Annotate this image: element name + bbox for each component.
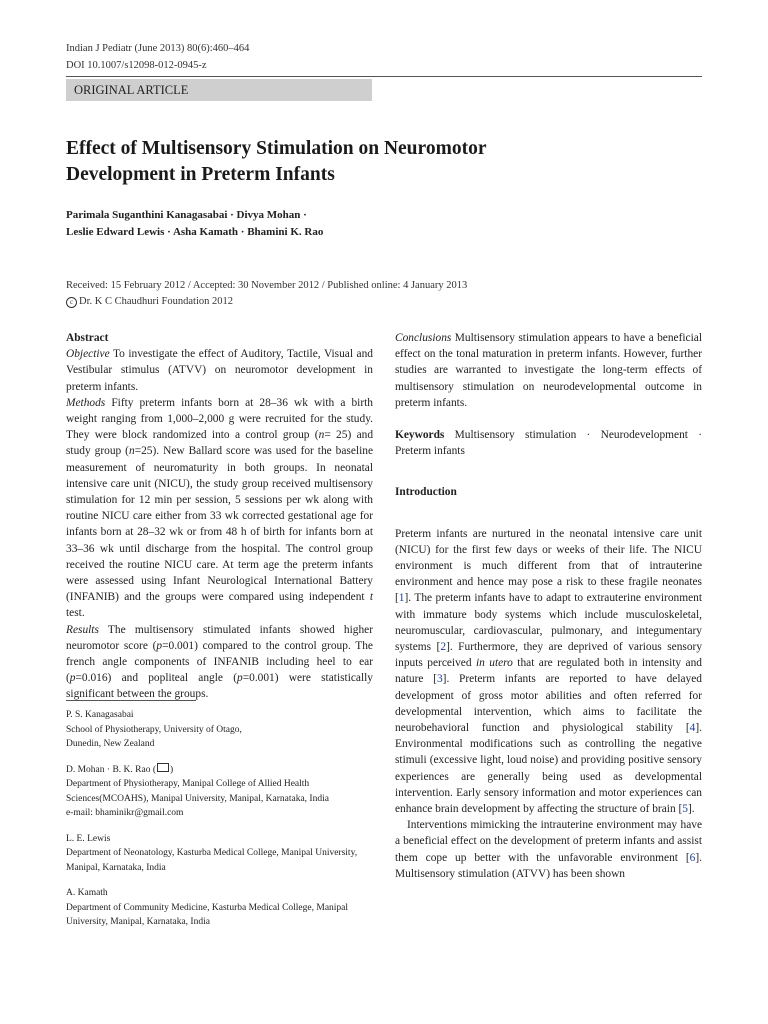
methods-label: Methods bbox=[66, 396, 106, 409]
abstract-results bbox=[66, 622, 373, 703]
objective-text: To investigate the effect of Auditory, Tactile, Visual and Vestibular stimulus (ATVV) on neuromotor development in preterm infants. bbox=[66, 348, 373, 393]
citation-link[interactable]: 6 bbox=[689, 851, 696, 864]
methods-var: t bbox=[369, 591, 373, 604]
citation-link[interactable]: 4 bbox=[689, 722, 696, 735]
intro-paragraph-2 bbox=[395, 817, 702, 882]
abstract-heading: Abstract bbox=[66, 332, 109, 344]
affiliation-name: P. S. Kanagasabai bbox=[66, 710, 134, 720]
affiliation-block bbox=[66, 763, 376, 821]
results-text: The multisensory stimulated infants showed higher neuromotor score ( bbox=[66, 623, 373, 652]
methods-var: n bbox=[318, 429, 325, 442]
keywords bbox=[395, 427, 702, 459]
abstract-conclusions bbox=[395, 330, 702, 411]
spacer bbox=[395, 459, 702, 484]
spacer bbox=[395, 411, 702, 427]
methods-text: = 25) and study group ( bbox=[66, 429, 374, 458]
affiliation-block bbox=[66, 708, 376, 752]
abstract-column bbox=[66, 330, 373, 703]
citation-link[interactable]: 1 bbox=[398, 592, 405, 605]
intro-text: ]. Multisensory stimulation (ATVV) has been shown bbox=[395, 851, 702, 880]
intro-text: Interventions mimicking the intrauterine environment may have a beneficial effect on the development of preterm infants and assist them cope up better with the unfavorable environment [ bbox=[395, 819, 702, 864]
copyright-line bbox=[66, 294, 706, 310]
author-list bbox=[66, 207, 626, 241]
results-text: =0.001) were statistically significant between the groups. bbox=[66, 672, 374, 701]
copyright-text: Dr. K C Chaudhuri Foundation 2012 bbox=[79, 296, 233, 307]
affiliation-line: Department of Physiotherapy, Manipal College of Allied Health Sciences(MCOAHS), Manipal University, Manipal, Karnataka, India bbox=[66, 779, 329, 804]
envelope-icon bbox=[157, 763, 169, 772]
affiliations bbox=[66, 708, 376, 941]
intro-text: Preterm infants are nurtured in the neonatal intensive care unit (NICU) for the first few days or weeks of their life. The NICU environment is much different from that of intrauterine environment and hence may pose a risk to these fragile neonates [ bbox=[395, 527, 702, 605]
copyright-icon: c bbox=[66, 297, 77, 308]
keywords-label: Keywords bbox=[395, 429, 445, 442]
abstract-objective bbox=[66, 346, 373, 395]
results-var: p bbox=[237, 672, 243, 685]
affiliation-name bbox=[66, 763, 376, 778]
intro-text: ]. Environmental modifications such as controlling the negative stimuli (excessive light, loud noise) and providing positive sensory experiences are generally being used as developmental intervention. Early sensory information and motor experiences can enhance brain development by affecting the structure of brain [ bbox=[395, 722, 702, 816]
results-text: =0.016) and popliteal angle ( bbox=[75, 672, 237, 685]
citation-link[interactable]: 2 bbox=[440, 641, 447, 654]
citation-link[interactable]: 5 bbox=[682, 803, 688, 816]
header-rule bbox=[66, 76, 702, 77]
methods-text: =25). New Ballard score was used for the baseline measurement of neuromaturity in both groups. In neonatal intensive care unit (NICU), the study group received multisensory stimulation for 12 min per session, 5 sessions per wk along with routine NICU care either from 33 wk corrected gestational age for infants born at 28–32 wk or from 48 h of birth for infants born at 33–36 wk until discharge from the hospital. The control group received the routine NICU care. At term age the preterm infants were assessed using Infant Neurological International Battery (INFANIB) and the groups were compared using independent bbox=[66, 445, 374, 604]
publication-dates bbox=[66, 278, 706, 310]
results-var: p bbox=[69, 672, 76, 685]
conclusions-text: Multisensory stimulation appears to have a beneficial effect on the tonal maturation in preterm infants. However, further studies are warranted to investigate the long-term effects of multisensory stimulation on neurodevelopmental outcome in preterm infants. bbox=[395, 332, 702, 409]
abstract-methods bbox=[66, 395, 373, 622]
intro-text: ]. Preterm infants are reported to have delayed development of gross motor abilities and often referred for developmental intervention, which aims to facilitate the neurobehavioral function and physiological stability [ bbox=[395, 673, 702, 735]
authors-line-1: Parimala Suganthini Kanagasabai · Divya Mohan · bbox=[66, 209, 307, 221]
affiliation-line: Dunedin, New Zealand bbox=[66, 739, 155, 749]
conclusions-label: Conclusions bbox=[395, 332, 452, 344]
intro-text: that are regulated both in intensity and nature [ bbox=[395, 657, 702, 686]
affiliation-name-text: ) bbox=[169, 764, 174, 775]
title-line-1: Effect of Multisensory Stimulation on Neuromotor bbox=[66, 138, 487, 159]
spacer bbox=[395, 501, 702, 526]
results-var: p bbox=[156, 639, 163, 652]
journal-header bbox=[66, 40, 249, 74]
intro-italic: in utero bbox=[475, 657, 513, 670]
doi: DOI 10.1007/s12098-012-0945-z bbox=[66, 60, 207, 71]
results-text: =0.001) compared to the control group. The french angle components of INFANIB including heel to ear ( bbox=[66, 639, 373, 685]
introduction-heading: Introduction bbox=[395, 486, 457, 499]
right-column bbox=[395, 330, 702, 882]
affiliation-block bbox=[66, 832, 376, 876]
intro-text: ]. The preterm infants have to adapt to extrauterine environment with immature body systems which include musculoskeletal, neuromuscular, cardiovascular, pulmonary, and integumentary systems [ bbox=[395, 592, 702, 654]
intro-text: ]. Furthermore, they are deprived of various sensory inputs perceived bbox=[395, 641, 703, 670]
authors-line-2: Leslie Edward Lewis · Asha Kamath · Bhamini K. Rao bbox=[66, 226, 324, 238]
affiliation-line: Department of Neonatology, Kasturba Medical College, Manipal University, Manipal, Karnataka, India bbox=[66, 848, 358, 873]
dates-line: Received: 15 February 2012 / Accepted: 30 November 2012 / Published online: 4 January 2013 bbox=[66, 280, 468, 291]
affiliation-line: Department of Community Medicine, Kasturba Medical College, Manipal University, Manipal, Karnataka, India bbox=[66, 902, 349, 927]
results-label: Results bbox=[66, 623, 99, 636]
affiliation-block bbox=[66, 886, 376, 930]
article-type-badge: ORIGINAL ARTICLE bbox=[66, 79, 372, 101]
methods-text: test. bbox=[66, 607, 85, 620]
affiliation-email[interactable]: e-mail: bhaminikr@gmail.com bbox=[66, 808, 184, 818]
intro-paragraph-1 bbox=[395, 526, 702, 818]
title-line-2: Development in Preterm Infants bbox=[66, 164, 335, 185]
methods-text: Fifty preterm infants born at 28–36 wk with a birth weight ranging from 1,000–2,000 g were recruited for the study. They were block randomized into a control group ( bbox=[66, 396, 373, 442]
affiliation-line: School of Physiotherapy, University of Otago, bbox=[66, 724, 242, 735]
objective-label: Objective bbox=[66, 348, 110, 361]
affiliation-name: A. Kamath bbox=[66, 888, 108, 898]
journal-citation: Indian J Pediatr (June 2013) 80(6):460–464 bbox=[66, 43, 250, 54]
affiliation-name-text: D. Mohan · B. K. Rao ( bbox=[66, 764, 156, 775]
footnote-rule bbox=[66, 700, 196, 701]
keywords-text: Multisensory stimulation · Neurodevelopment · Preterm infants bbox=[395, 429, 702, 458]
affiliation-name: L. E. Lewis bbox=[66, 833, 111, 844]
citation-link[interactable]: 3 bbox=[436, 673, 443, 686]
intro-text: ]. bbox=[688, 803, 695, 816]
methods-var: n bbox=[128, 445, 135, 458]
paper-title bbox=[66, 136, 626, 188]
